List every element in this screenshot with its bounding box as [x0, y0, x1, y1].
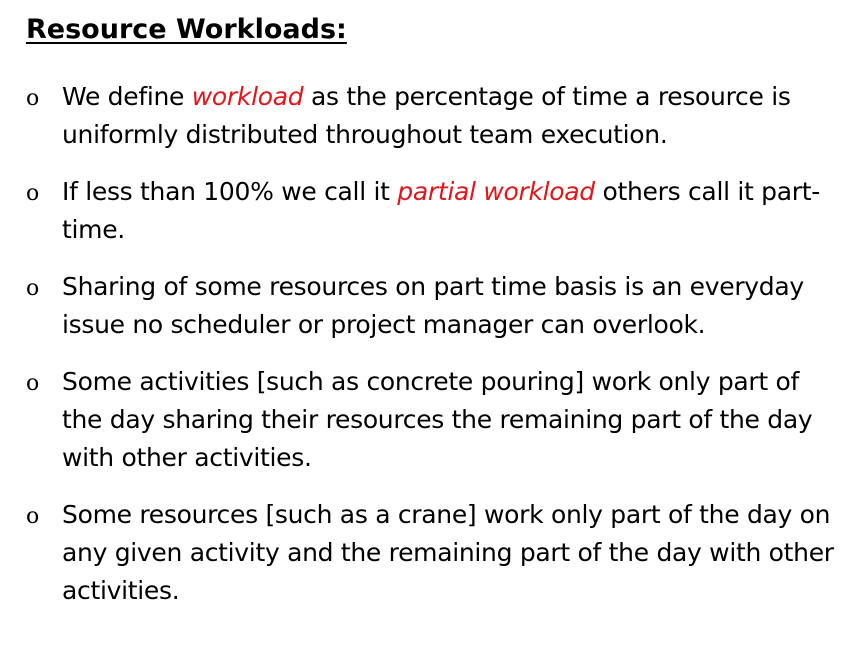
highlighted-term: partial workload	[397, 177, 595, 206]
bullet-item-crane	[26, 496, 836, 610]
slide-title: Resource Workloads:	[26, 14, 347, 45]
bullet-marker: o	[26, 371, 39, 396]
bullet-marker: o	[26, 276, 39, 301]
bullet-text: as the percentage of time a resource is uniformly distributed throughout team execution.	[62, 82, 791, 149]
bullet-item-workload-definition	[26, 78, 836, 154]
bullet-marker: o	[26, 504, 39, 529]
bullet-list	[26, 78, 836, 629]
bullet-item-partial-workload	[26, 173, 836, 249]
bullet-text: Some activities [such as concrete pouring] work only part of the day sharing their resources the remaining part of the day with other activities.	[62, 367, 813, 472]
bullet-text: Some resources [such as a crane] work only part of the day on any given activity and the remaining part of the day with other activities.	[62, 500, 834, 605]
bullet-text: If less than 100% we call it	[62, 177, 398, 206]
bullet-text: Sharing of some resources on part time basis is an everyday issue no scheduler or project manager can overlook.	[62, 272, 804, 339]
bullet-text: others call it part-time.	[62, 177, 820, 244]
bullet-marker: o	[26, 181, 39, 206]
highlighted-term: workload	[191, 82, 304, 111]
bullet-item-sharing-resources	[26, 268, 836, 344]
bullet-text: We define	[62, 82, 192, 111]
bullet-marker: o	[26, 86, 39, 111]
bullet-item-concrete-pouring	[26, 363, 836, 477]
